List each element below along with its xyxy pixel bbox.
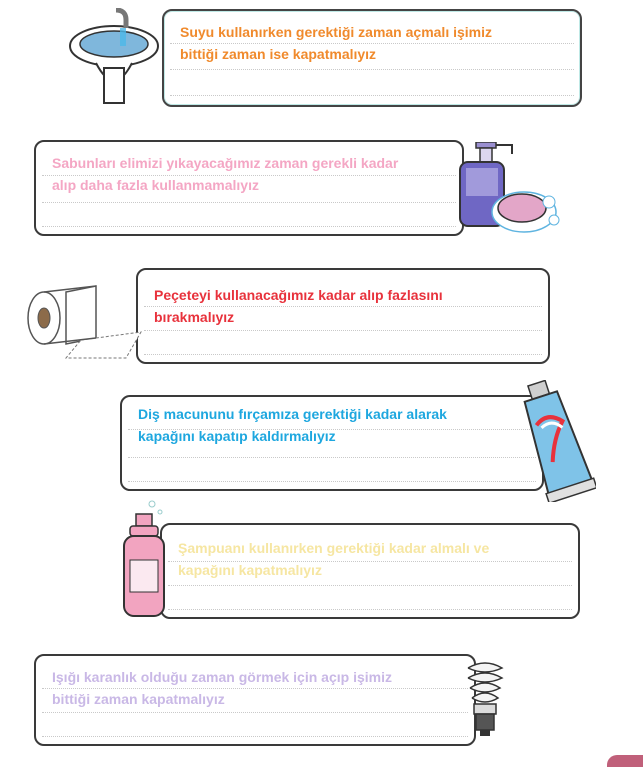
shampoo-icon xyxy=(116,498,176,620)
tip-card-shampoo xyxy=(160,523,580,619)
sink-icon xyxy=(66,8,166,108)
toothpaste-icon xyxy=(516,380,596,502)
tip-text-toothpaste: Diş macununu fırçamıza gerektiği kadar alarak kapağını kapatıp kaldırmalıyız xyxy=(138,406,447,444)
tip-text-napkin: Peçeteyi kullanacağımız kadar alıp fazlasını bırakmalıyız xyxy=(154,287,443,325)
tip-card-soap xyxy=(34,140,464,236)
tip-text-light: Işığı karanlık olduğu zaman görmek için açıp işimiz bittiği zaman kapatmalıyız xyxy=(52,669,392,707)
paper-roll-icon xyxy=(26,280,146,360)
tip-card-toothpaste xyxy=(120,395,544,491)
tip-text-soap: Sabunları elimizi yıkayacağımız zaman gerekli kadar alıp daha fazla kullanmamalıyız xyxy=(52,155,399,193)
soap-icon xyxy=(454,142,564,237)
tip-card-light xyxy=(34,654,476,746)
tip-text-water: Suyu kullanırken gerektiği zaman açmalı işimiz bittiği zaman ise kapatmalıyız xyxy=(180,24,493,62)
tip-card-napkin xyxy=(136,268,550,364)
tip-text-shampoo: Şampuanı kullanırken gerektiği kadar almalı ve kapağını kapatmalıyız xyxy=(178,540,490,578)
light-bulb-icon xyxy=(462,658,508,738)
tip-card-water xyxy=(162,9,582,107)
page-corner-tab xyxy=(607,755,643,767)
